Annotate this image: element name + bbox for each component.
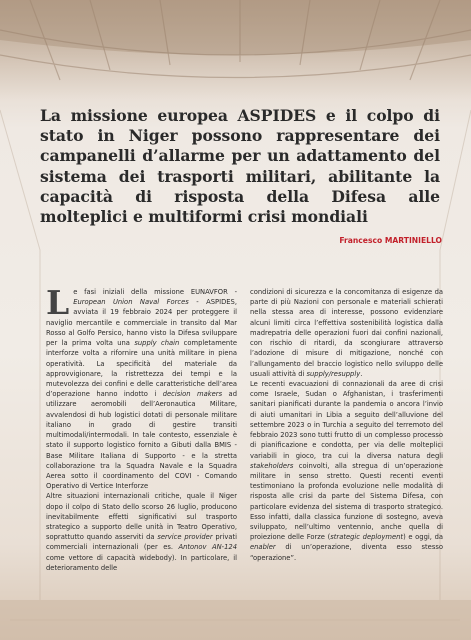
italic-run: European Union Naval Forces [73,298,189,307]
text-run: condizioni di sicurezza e la concomitanza di esigenze da parte di più Nazioni con personale e materiali schierati nella stessa area di interesse, possono evidenziare alcuni limiti circa l’effettiva sostenibilità logistica dalla madrepatria delle operazioni fuori dai confini nazionali, con rischio di ritardi, da scongiurare attraverso l’adozione di misure di mitigazione, nonché con l’allungamento del braccio logistico nello sviluppo delle usuali attività di [250,288,443,378]
text-run: di un’operazione, diventa esso stesso “operazione”. [250,543,443,562]
article-author: Francesco MARTINIELLO [339,236,442,245]
drop-cap: L [46,283,70,322]
text-run: ad utilizzare aeromobili dell’Aeronautica Militare, avvalendosi di hub logistici dotati di personale militare italiano in grado di gestire transiti multimodali/intermodali. In tale contesto, essenziale è stato il supporto logistico fornito a Gibuti dalla BMIS - Base Militare Italiana di Supporto - e la stretta collaborazione tra la Squadra Navale e la Squadra Aerea sotto il coordinamento del COVI - Comando Operativo di Vertice Interforze [46,390,237,491]
article-header [40,106,440,227]
text-run: Altre situazioni internazionali critiche, quale il Niger dopo il colpo di Stato dello scorso 26 luglio, producono inevitabilmente effetti significativi sul trasporto strategico a supporto delle unità in Teatro Operativo, soprattutto quando asserviti da [46,492,237,542]
italic-run: stakeholders [250,461,294,470]
italic-run: service provider [157,533,213,542]
text-column-right [250,287,443,563]
text-run: Le recenti evacuazioni di connazionali da aree di crisi come Israele, Sudan o Afghanistan, i trasferimenti sanitari pianificati durante la pandemia o ancora l’invio di aiuti umanitari in Libia a seguito dell’alluvione del settembre 2023 o in Turchia a seguito del terremoto del febbraio 2023 sono tutti frutto di un complesso processo di pianificazione e condotta, per via delle molteplici variabili in gioco, tra cui la diversa natura degli [250,379,443,460]
text-run: privati commerciali internazionali (per es. [46,533,237,552]
text-column-left [46,283,237,573]
paragraph [250,287,443,379]
italic-run: enabler [250,543,276,552]
text-run: coinvolti, alla stregua di un’operazione militare in senso stretto. Questi recenti eventi testimoniano la profonda evoluzione nelle modalità di risposta alle crisi da parte del Sistema Difesa, con particolare evidenza del sistema di trasporto strategico. Esso infatti, dalla classica funzione di sostegno, aveva sviluppato, nell’ultimo ventennio, anche quella di proiezione delle Forze ( [250,461,443,542]
article-title: La missione europea ASPIDES e il colpo di stato in Niger possono rappresentare dei campanelli d’allarme per un adattamento del sistema dei trasporti militari, abilitante la capacità di risposta della Difesa alle molteplici e multiformi crisi mondiali [40,106,440,227]
italic-run: supply/resupply [306,369,361,378]
paragraph [250,379,443,563]
text-run: completamente interforze volta a rifornire una unità militare in piena operatività. La specificità del materiale da approvvigionare, la ristrettezza dei tempi e la mutevolezza dei confini e delle caratteristiche dell’area d’operazione hanno indotto i [46,339,237,399]
paragraph [46,283,237,491]
italic-run: strategic deployment [330,533,404,542]
text-run: ) e oggi, da [403,533,443,542]
text-run: come vettore di capacità widebody). In particolare, il deterioramento delle [46,553,237,572]
italic-run: supply chain [134,339,180,348]
italic-run: Antonov AN-124 [178,543,237,552]
italic-run: decision makers [162,390,223,399]
text-run: e fasi iniziali della missione EUNAVFOR - [73,288,237,296]
paragraph [46,491,237,573]
text-run: - ASPIDES, avviata il 19 febbraio 2024 per proteggere il naviglio mercantile e commerciale in transito dal Mar Rosso al Golfo Persico, hanno visto la Difesa sviluppare per la prima volta una [46,298,237,348]
text-run: . [360,369,363,378]
